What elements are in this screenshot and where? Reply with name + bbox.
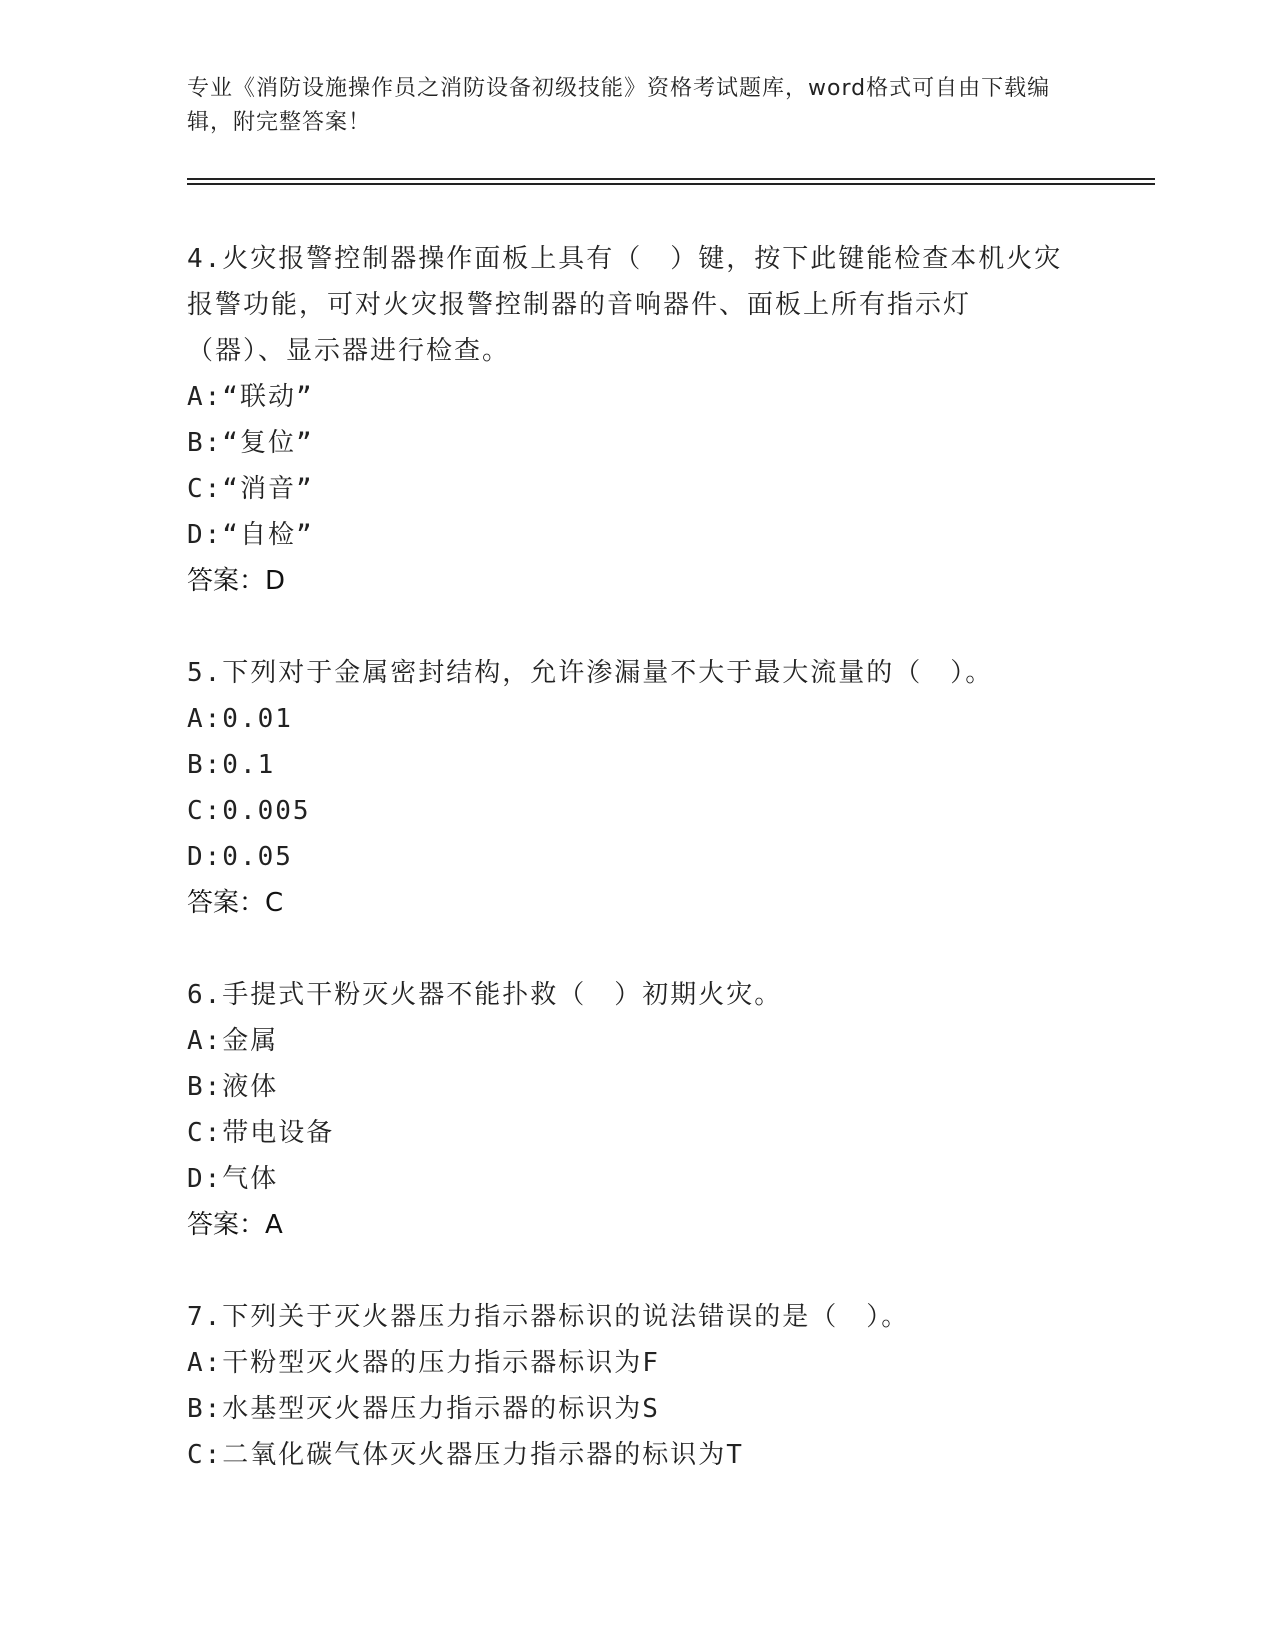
question-text: 4.火灾报警控制器操作面板上具有（ ）键，按下此键能检查本机火灾报警功能，可对火灾报警控制器的音响器件、面板上所有指示灯（器）、显示器进行检查。	[187, 244, 1063, 366]
option-d: D:“自检”	[187, 520, 314, 550]
option-b: B:“复位”	[187, 428, 314, 458]
header-rule-top	[187, 178, 1155, 180]
question-item	[187, 650, 1067, 926]
option-c: C:二氧化碳气体灭火器压力指示器的标识为T	[187, 1440, 744, 1470]
option-a: A:“联动”	[187, 382, 314, 412]
option-c: C:“消音”	[187, 474, 314, 504]
answer-label: 答案：C	[187, 888, 284, 918]
question-text: 7.下列关于灭火器压力指示器标识的说法错误的是（ ）。	[187, 1302, 910, 1332]
question-item	[187, 236, 1067, 604]
question-list	[187, 236, 1067, 1524]
question-item	[187, 1294, 1067, 1478]
option-d: D:0.05	[187, 842, 293, 872]
option-b: B:液体	[187, 1072, 279, 1102]
answer-label: 答案：D	[187, 566, 286, 596]
question-text: 5.下列对于金属密封结构，允许渗漏量不大于最大流量的（ ）。	[187, 658, 994, 688]
option-b: B:0.1	[187, 750, 276, 780]
option-b: B:水基型灭火器压力指示器的标识为S	[187, 1394, 660, 1424]
question-item	[187, 972, 1067, 1248]
question-text: 6.手提式干粉灭火器不能扑救（ ）初期火灾。	[187, 980, 783, 1010]
option-a: A:金属	[187, 1026, 279, 1056]
header-rule-bottom	[187, 183, 1155, 185]
option-a: A:干粉型灭火器的压力指示器标识为F	[187, 1348, 660, 1378]
option-c: C:0.005	[187, 796, 311, 826]
option-d: D:气体	[187, 1164, 279, 1194]
option-c: C:带电设备	[187, 1118, 335, 1148]
page-header: 专业《消防设施操作员之消防设备初级技能》资格考试题库，word格式可自由下载编辑，附完整答案！	[187, 76, 1051, 135]
option-a: A:0.01	[187, 704, 293, 734]
answer-label: 答案：A	[187, 1210, 283, 1240]
